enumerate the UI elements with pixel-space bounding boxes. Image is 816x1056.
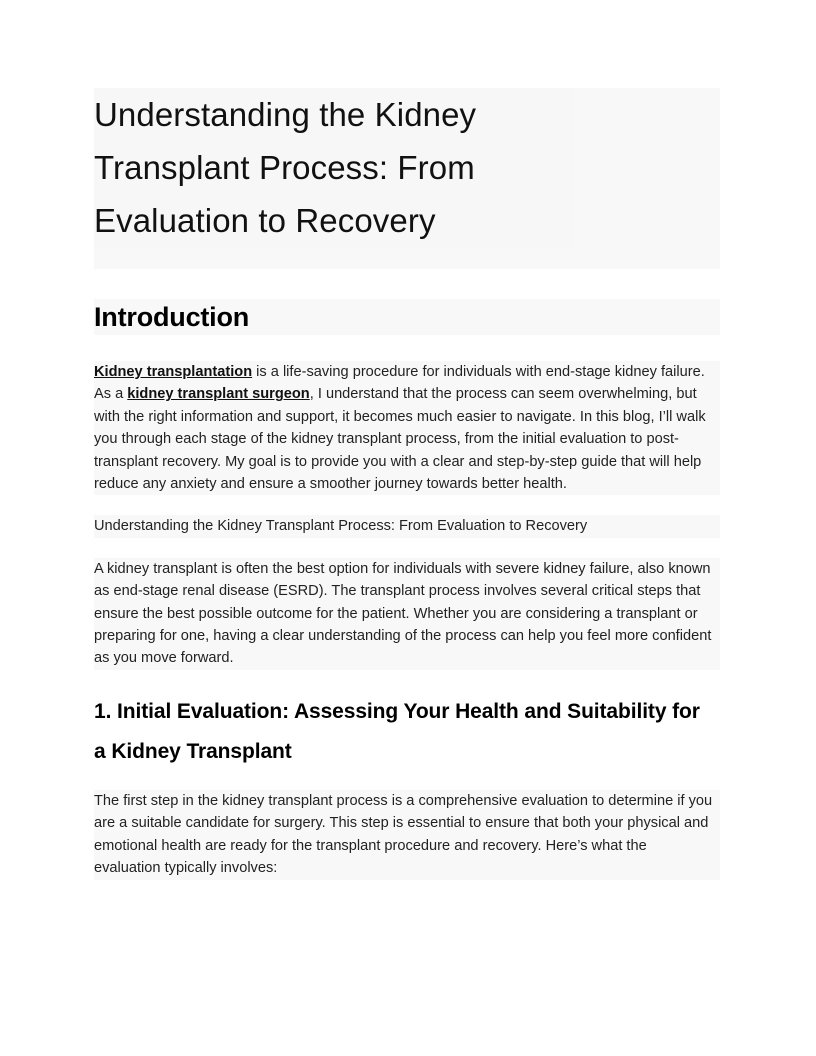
paragraph-step1-1: The first step in the kidney transplant process is a comprehensive evaluation to determine if you are a suitable candidate for surgery. This step is essential to ensure that both your physical and emotional health are ready for the transplant procedure and recovery. Here’s what the evaluation typically involves: [94, 792, 713, 877]
kidney-transplant-surgeon-link[interactable]: kidney transplant surgeon [127, 386, 310, 403]
paragraph-intro-3: A kidney transplant is often the best option for individuals with severe kidney failure, also known as end-stage renal disease (ESRD). The transplant process involves several critical steps that ensure the best possible outcome for the patient. Whether you are considering a transplant or preparing for one, having a clear understanding of the process can help you feel more confident as you move forward. [94, 560, 712, 667]
paragraph-block [94, 515, 720, 537]
section-introduction [94, 299, 720, 335]
introduction-body [94, 361, 720, 670]
paragraph-text: , I understand that the process can seem overwhelming, but with the right information and support, it becomes much easier to navigate. In this blog, I’ll walk you through each stage of the kidney transplant process, from the initial evaluation to post-transplant recovery. My goal is to provide you with a clear and step-by-step guide that will help reduce any anxiety and ensure a smoother journey towards better health. [94, 386, 706, 493]
section-heading-initial-evaluation: 1. Initial Evaluation: Assessing Your Health and Suitability for a Kidney Transplant [94, 699, 700, 763]
page-title: Understanding the Kidney Transplant Process: From Evaluation to Recovery [94, 88, 574, 247]
section-heading-introduction: Introduction [94, 302, 250, 332]
paragraph-intro-1 [94, 361, 714, 495]
paragraph-text: is a life-saving procedure for individuals with end-stage kidney failure. As a [94, 364, 705, 403]
paragraph-block [94, 558, 720, 670]
paragraph-intro-2: Understanding the Kidney Transplant Process: From Evaluation to Recovery [94, 518, 588, 535]
paragraph-block [94, 790, 720, 880]
title-block [94, 88, 720, 269]
kidney-transplantation-link[interactable]: Kidney transplantation [94, 364, 253, 380]
paragraph-block [94, 361, 720, 495]
